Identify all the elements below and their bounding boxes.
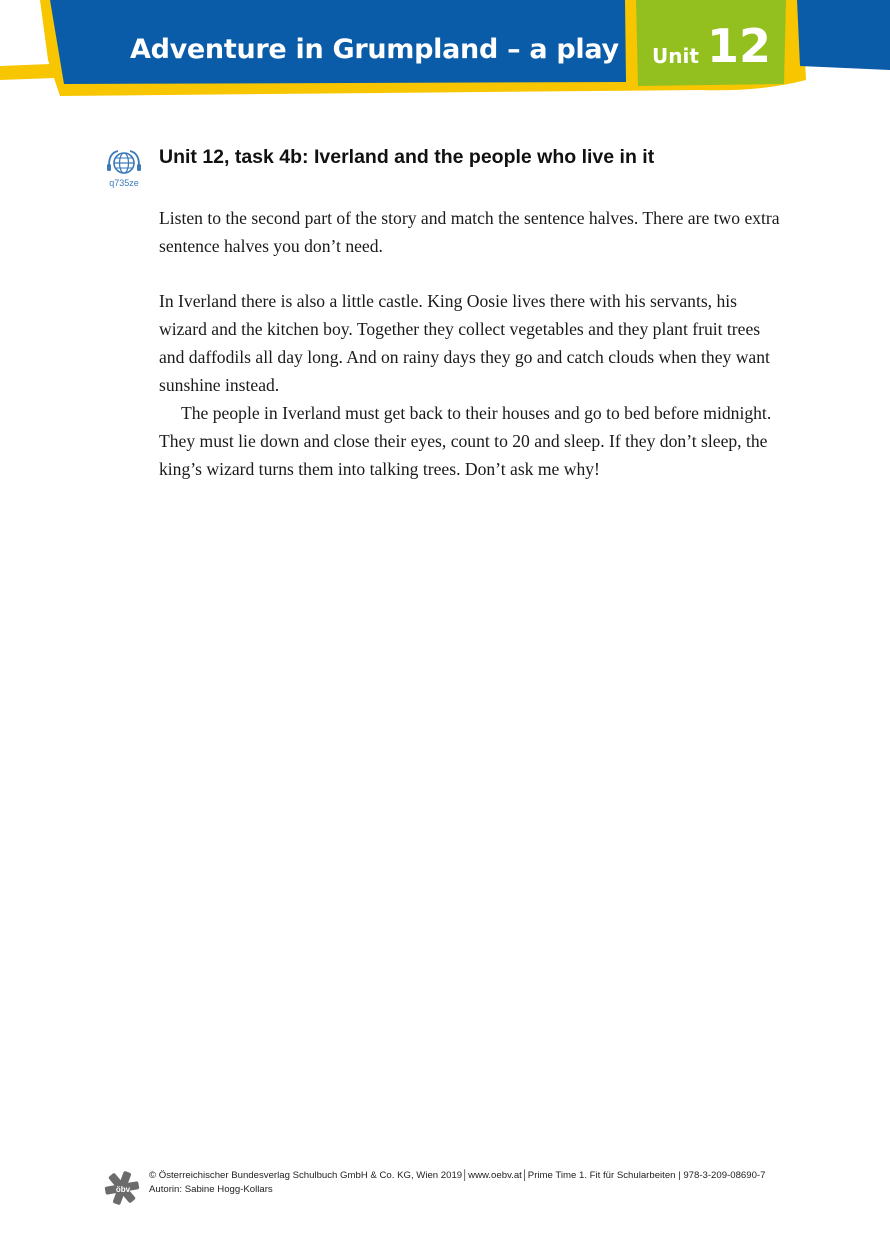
story-paragraph-1: In Iverland there is also a little castle. King Oosie lives there with his servants, his wizard and the kitchen boy. Together they collect vegetables and they plant fruit trees and daffodils all day long. And on rainy days they go and catch clouds when they want sunshine instead. — [159, 291, 770, 395]
story-paragraph-2: The people in Iverland must get back to their houses and go to bed before midnight. They must lie down and close their eyes, count to 20 and sleep. If they don’t sleep, the king’s wizard turns them into talking trees. Don’t ask me why! — [159, 403, 772, 479]
instructions — [159, 204, 789, 260]
header-banner — [0, 0, 890, 110]
unit-label: Unit — [652, 44, 699, 68]
oebv-logo-icon — [104, 1170, 140, 1206]
footer-copyright: © Österreichischer Bundesverlag Schulbuch GmbH & Co. KG, Wien 2019│www.oebv.at│Prime Time 1. Fit für Schularbeiten | 978-3-209-08690-7 — [149, 1170, 766, 1181]
footer-author: Autorin: Sabine Hogg-Kollars — [149, 1184, 273, 1195]
audio-code[interactable]: q735ze — [109, 178, 139, 188]
globe-audio-icon[interactable] — [106, 148, 142, 178]
story-text — [159, 287, 789, 483]
page-title: Adventure in Grumpland – a play — [130, 34, 619, 65]
instructions-text: Listen to the second part of the story and match the sentence halves. There are two extra sentence halves you don’t need. — [159, 208, 780, 256]
task-heading: Unit 12, task 4b: Iverland and the people who live in it — [159, 146, 655, 168]
svg-text:öbv: öbv — [115, 1185, 131, 1194]
unit-number: 12 — [707, 19, 772, 73]
